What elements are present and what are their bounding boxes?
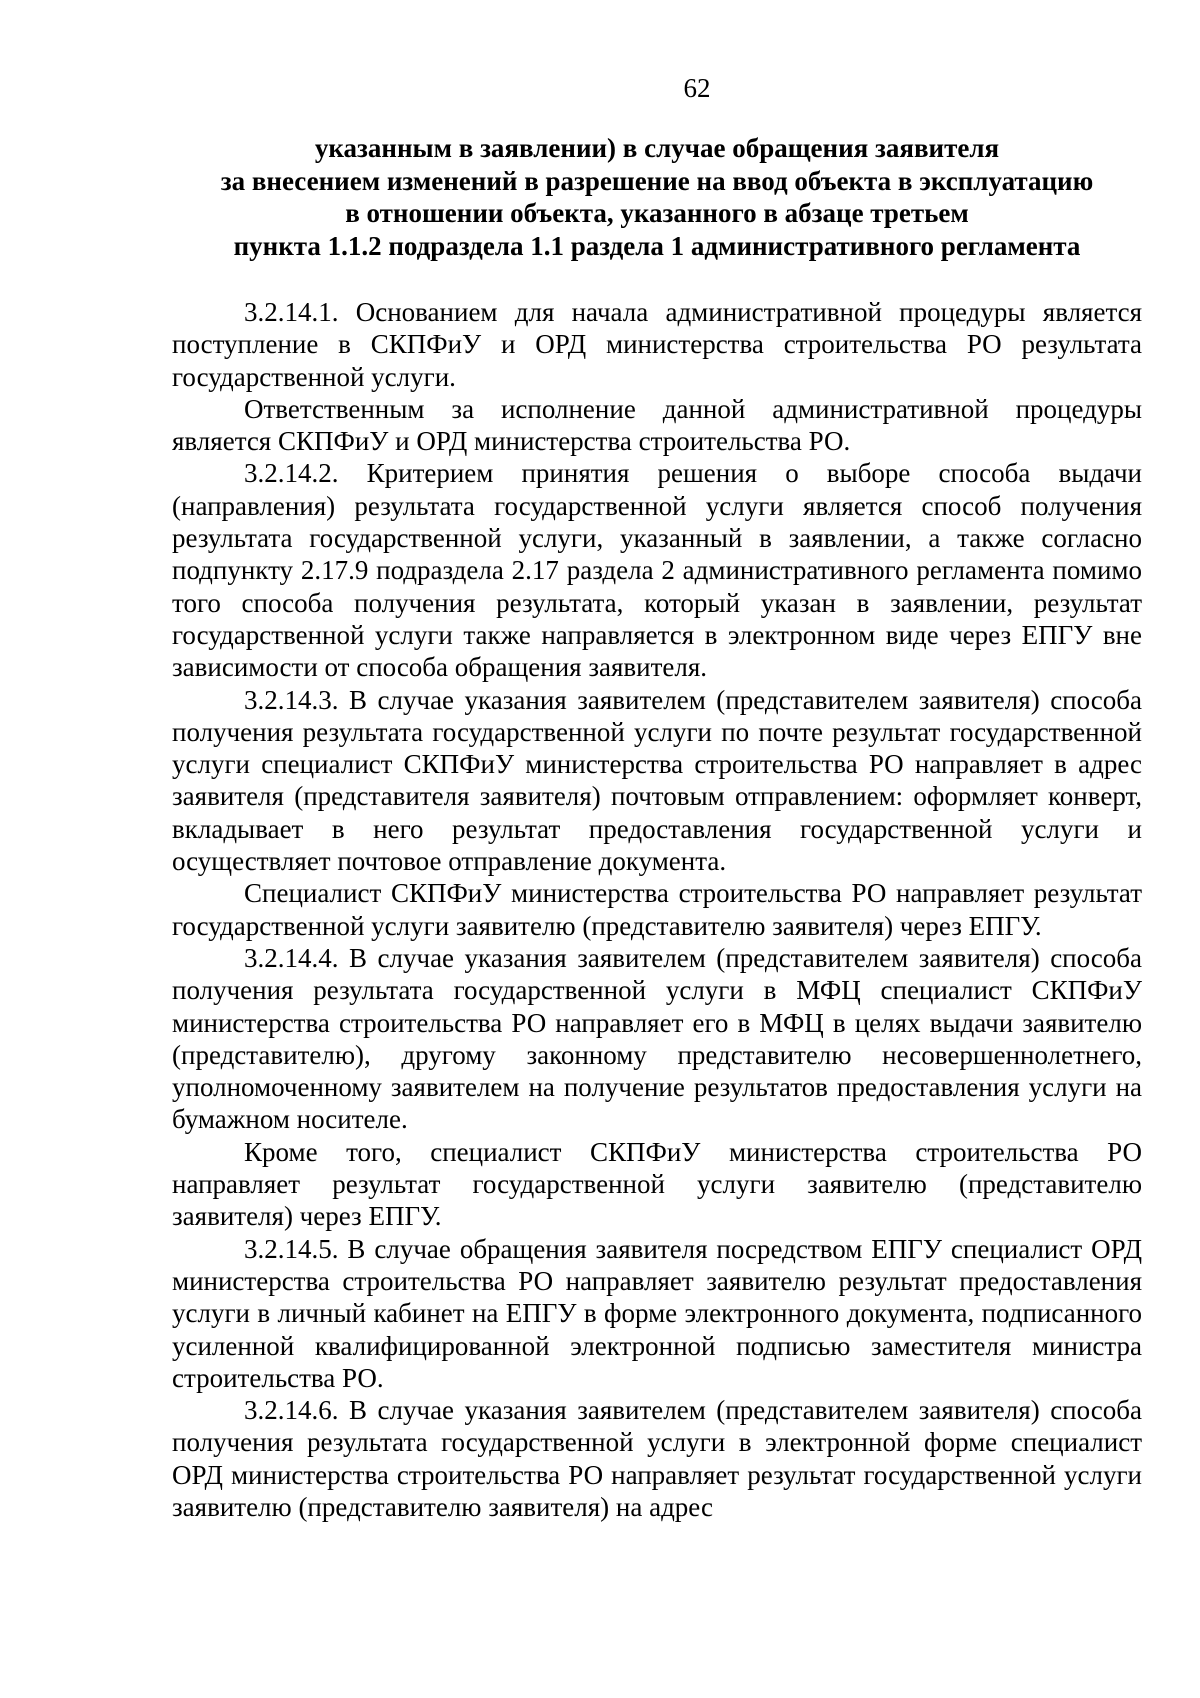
page-number: 62 <box>683 73 711 103</box>
paragraph-specialist-epgu: Специалист СКПФиУ министерства строительства РО направляет результат государственной услуги заявителю (представителю заявителя) через ЕПГУ. <box>172 878 1142 941</box>
paragraph-3-2-14-3: 3.2.14.3. В случае указания заявителем (представителем заявителя) способа получения результата государственной услуги по почте результат государственной услуги специалист СКПФиУ министерства строительства РО направляет в адрес заявителя (представителя заявителя) почтовым отправлением: оформляет конверт, вкладывает в него результат предоставления государственной услуги и осуществляет почтовое отправление документа. <box>172 684 1142 877</box>
paragraph-additionally: Кроме того, специалист СКПФиУ министерства строительства РО направляет результат государственной услуги заявителю (представителю заявителя) через ЕПГУ. <box>172 1136 1142 1232</box>
heading-line: пункта 1.1.2 подраздела 1.1 раздела 1 административного регламента <box>233 230 1081 261</box>
paragraph-responsible: Ответственным за исполнение данной административной процедуры является СКПФиУ и ОРД министерства строительства РО. <box>172 393 1142 457</box>
paragraph-3-2-14-1: 3.2.14.1. Основанием для начала административной процедуры является поступление в СКПФиУ и ОРД министерства строительства РО результата государственной услуги. <box>172 297 1142 392</box>
paragraph-3-2-14-4: 3.2.14.4. В случае указания заявителем (представителем заявителя) способа получения результата государственной услуги в МФЦ специалист СКПФиУ министерства строительства РО направляет его в МФЦ в целях выдачи заявителю (представителю), другому законному представителю несовершеннолетнего, уполномоченному заявителем на получение результатов предоставления услуги на бумажном носителе. <box>172 942 1142 1135</box>
section-heading <box>172 132 1142 262</box>
document-page <box>172 70 1142 1523</box>
heading-line: за внесением изменений в разрешение на ввод объекта в эксплуатацию <box>220 165 1094 196</box>
heading-line: в отношении объекта, указанного в абзаце третьем <box>345 198 969 228</box>
heading-line: указанным в заявлении) в случае обращения заявителя <box>314 133 1000 163</box>
paragraph-3-2-14-2: 3.2.14.2. Критерием принятия решения о выборе способа выдачи (направления) результата государственной услуги является способ получения результата государственной услуги, указанный в заявлении, а также согласно подпункту 2.17.9 подраздела 2.17 раздела 2 административного регламента помимо того способа получения результата, который указан в заявлении, результат государственной услуги также направляется в электронном виде через ЕПГУ вне зависимости от способа обращения заявителя. <box>172 458 1142 683</box>
document-body <box>172 296 1142 1523</box>
paragraph-3-2-14-6: 3.2.14.6. В случае указания заявителем (представителем заявителя) способа получения результата государственной услуги в электронной форме специалист ОРД министерства строительства РО направляет результат государственной услуги заявителю (представителю заявителя) на адрес <box>172 1395 1142 1522</box>
paragraph-3-2-14-5: 3.2.14.5. В случае обращения заявителя посредством ЕПГУ специалист ОРД министерства строительства РО направляет заявителю результат предоставления услуги в личный кабинет на ЕПГУ в форме электронного документа, подписанного усиленной квалифицированной электронной подписью заместителя министра строительства РО. <box>172 1233 1142 1393</box>
